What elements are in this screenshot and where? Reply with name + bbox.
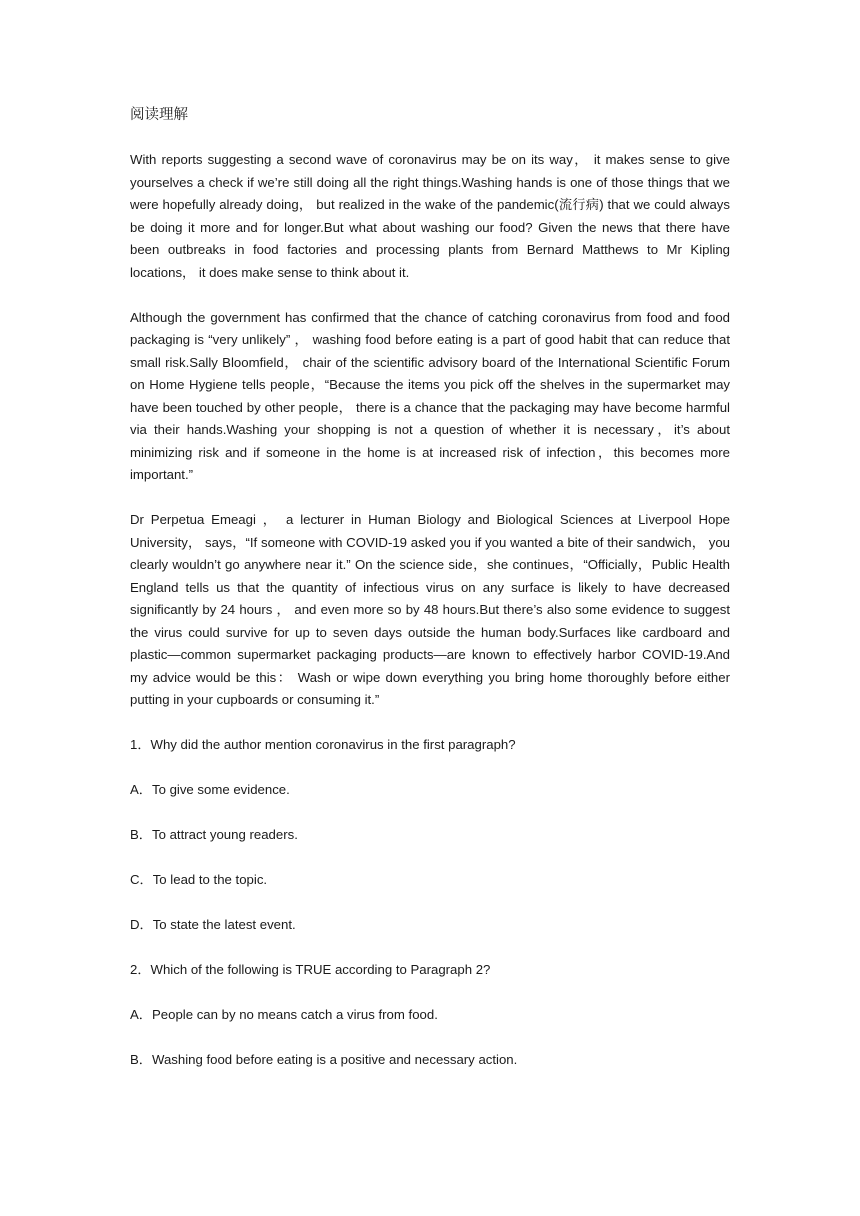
passage-paragraph-2: Although the government has confirmed that the chance of catching coronavirus from food and food packaging is “very unlikely” ， washing food before eating is a part of good habit that can reduce that small risk.Sally Bloomfield， chair of the scientific advisory board of the International Scientific Forum on Home Hygiene tells people，“Because the items you pick off the shelves in the supermarket may have been touched by other people， there is a chance that the packaging may have become harmful via their hands.Washing your shopping is not a question of whether it is necessary，it’s about minimizing risk and if someone in the home is at increased risk of infection，this becomes more important.” [130, 309, 730, 482]
question-1-option-c: C．To lead to the topic. [130, 872, 268, 887]
question-2-option-a: A．People can by no means catch a virus from food. [130, 1007, 438, 1022]
question-2-stem: 2．Which of the following is TRUE according to Paragraph 2? [130, 962, 491, 977]
document-page [130, 104, 730, 1094]
passage-paragraph-1: With reports suggesting a second wave of coronavirus may be on its way， it makes sense to give yourselves a check if we’re still doing all the right things.Washing hands is one of those things that we were hopefully already doing， but realized in the wake of the pandemic(流行病) that we could always be doing it more and for longer.But what about washing our food? Given the news that there have been outbreaks in food factories and processing plants from Bernard Matthews to Mr Kipling locations， it does make sense to think about it. [130, 152, 730, 280]
question-1-option-d: D．To state the latest event. [130, 917, 296, 932]
question-1-stem: 1．Why did the author mention coronavirus in the first paragraph? [130, 737, 516, 752]
question-1-option-a: A．To give some evidence. [130, 782, 290, 797]
question-2-option-b: B．Washing food before eating is a positive and necessary action. [130, 1052, 518, 1067]
question-1-option-b: B．To attract young readers. [130, 827, 298, 842]
section-heading: 阅读理解 [130, 107, 188, 123]
passage-paragraph-3: Dr Perpetua Emeagi ， a lecturer in Human Biology and Biological Sciences at Liverpool Hope University， says，“If someone with COVID-19 asked you if you wanted a bite of their sandwich， you clearly wouldn’t go anywhere near it.” On the science side，she continues，“Officially，Public Health England tells us that the quantity of infectious virus on any surface is likely to have decreased significantly by 24 hours ， and even more so by 48 hours.But there’s also some evidence to suggest the virus could survive for up to seven days outside the human body.Surfaces like cardboard and plastic—common supermarket packaging products—are known to effectively harbor COVID-19.And my advice would be this： Wash or wipe down everything you bring home thoroughly before either putting in your cupboards or consuming it.” [130, 512, 730, 707]
